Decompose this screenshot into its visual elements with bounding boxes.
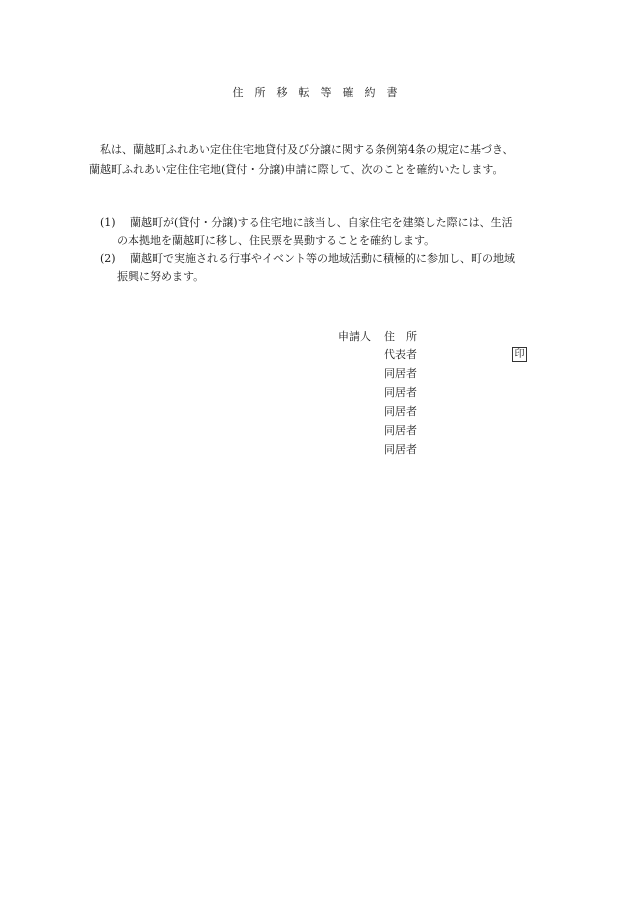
pledge-line: 蘭越町が(貸付・分譲)する住宅地に該当し、自家住宅を建築した際には、生活 xyxy=(130,216,513,229)
pledge-number: (2) xyxy=(100,252,116,265)
pledge-line: 蘭越町で実施される行事やイベント等の地域活動に積極的に参加し、町の地域 xyxy=(130,252,515,265)
applicant-label: 申請人 xyxy=(338,330,371,343)
seal-mark: 印 xyxy=(512,347,527,362)
pledge-line-continued: 振興に努めます。 xyxy=(117,270,205,283)
address-label: 住 所 xyxy=(384,330,417,343)
intro-line-2: 蘭越町ふれあい定住住宅地(貸付・分譲)申請に際して、次のことを確約いたします。 xyxy=(89,163,504,176)
cohabitant-label: 同居者 xyxy=(384,443,417,456)
document-title: 住 所 移 転 等 確 約 書 xyxy=(232,86,398,99)
intro-paragraph xyxy=(89,140,559,180)
cohabitant-label: 同居者 xyxy=(384,405,417,418)
pledge-list xyxy=(100,214,570,286)
cohabitant-label: 同居者 xyxy=(384,424,417,437)
representative-label: 代表者 xyxy=(384,348,417,361)
pledge-number: (1) xyxy=(100,216,116,229)
pledge-line-continued: の本拠地を蘭越町に移し、住民票を異動することを確約します。 xyxy=(117,234,436,247)
pledge-item-2 xyxy=(100,250,570,286)
cohabitant-label: 同居者 xyxy=(384,386,417,399)
intro-line-1: 私は、蘭越町ふれあい定住住宅地貸付及び分譲に関する条例第4条の規定に基づき、 xyxy=(100,143,514,156)
cohabitant-label: 同居者 xyxy=(384,367,417,380)
pledge-item-1 xyxy=(100,214,570,250)
